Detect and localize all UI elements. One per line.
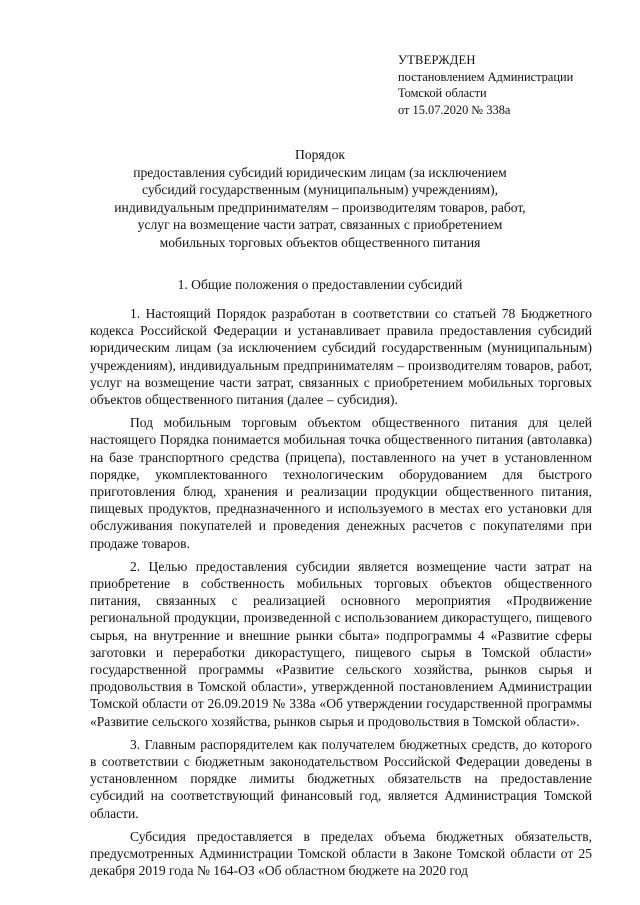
approval-title: УТВЕРЖДЕН	[398, 53, 476, 67]
document-title	[90, 146, 550, 252]
approval-stamp	[398, 52, 573, 118]
document-body	[90, 305, 592, 886]
paragraph: Под мобильным торговым объектом общественного питания для целей настоящего Порядка понимается мобильная точка общественного питания (автолавка) на базе транспортного средства (прицепа), поставленного на учет в установленном порядке, укомплектованного технологическим оборудованием для быстрого приготовления блюд, хранения и реализации продукции общественного питания, пищевых продуктов, предназначенного и используемого в местах его установки для обслуживания покупателей и проведения денежных расчетов с покупателями при продаже товаров.	[90, 415, 592, 551]
title-line: Порядок	[295, 147, 345, 162]
approval-date: от 15.07.2020 № 338а	[398, 102, 511, 117]
title-line: услуг на возмещение части затрат, связанных с приобретением	[137, 217, 503, 233]
paragraph: Субсидия предоставляется в пределах объема бюджетных обязательств, предусмотренных Администрации Томской области в Законе Томской области от 25 декабря 2019 года № 164-ОЗ «Об областном бюджете на 2020 год	[90, 828, 592, 879]
title-line: индивидуальным предпринимателям – производителям товаров, работ,	[114, 199, 526, 215]
title-line: предоставления субсидий юридическим лицам (за исключением	[133, 164, 507, 180]
paragraph: 1. Настоящий Порядок разработан в соответствии со статьей 78 Бюджетного кодекса Российской Федерации и устанавливает правила предоставления субсидий юридическим лицам (за исключением субсидий государственным (муниципальным) учреждениям), индивидуальным предпринимателям – производителям товаров, работ, услуг на возмещение части затрат, связанных с приобретением мобильных торговых объектов общественного питания (далее – субсидия).	[90, 306, 592, 408]
paragraph: 3. Главным распорядителем как получателем бюджетных средств, до которого в соответствии с бюджетным законодательством Российской Федерации доведены в установленном порядке лимиты бюджетных обязательств на предоставление субсидий на соответствующий финансовый год, является Администрация Томской области.	[90, 736, 592, 821]
approval-line: постановлением Администрации	[398, 69, 574, 84]
title-line: субсидий государственным (муниципальным) учреждениям),	[141, 182, 498, 198]
approval-line: Томской области	[398, 86, 487, 100]
title-line: мобильных торговых объектов общественного питания	[159, 234, 481, 250]
paragraph: 2. Целью предоставления субсидии является возмещение части затрат на приобретение в собственность мобильных торговых объектов общественного питания, связанных с реализацией основного мероприятия «Продвижение региональной продукции, произведенной с использованием дикорастущего, пищевого сырья, на внутренние и внешние рынки сбыта» подпрограммы 4 «Развитие сферы заготовки и переработки дикорастущего, пищевого сырья в Томской области» государственной программы «Развитие сельского хозяйства, рынков сырья и продовольствия в Томской области», утвержденной постановлением Администрации Томской области от 26.09.2019 № 338а «Об утверждении государственной программы «Развитие сельского хозяйства, рынков сырья и продовольствия в Томской области».	[90, 558, 592, 729]
section-heading: 1. Общие положения о предоставлении субсидий	[177, 277, 463, 292]
